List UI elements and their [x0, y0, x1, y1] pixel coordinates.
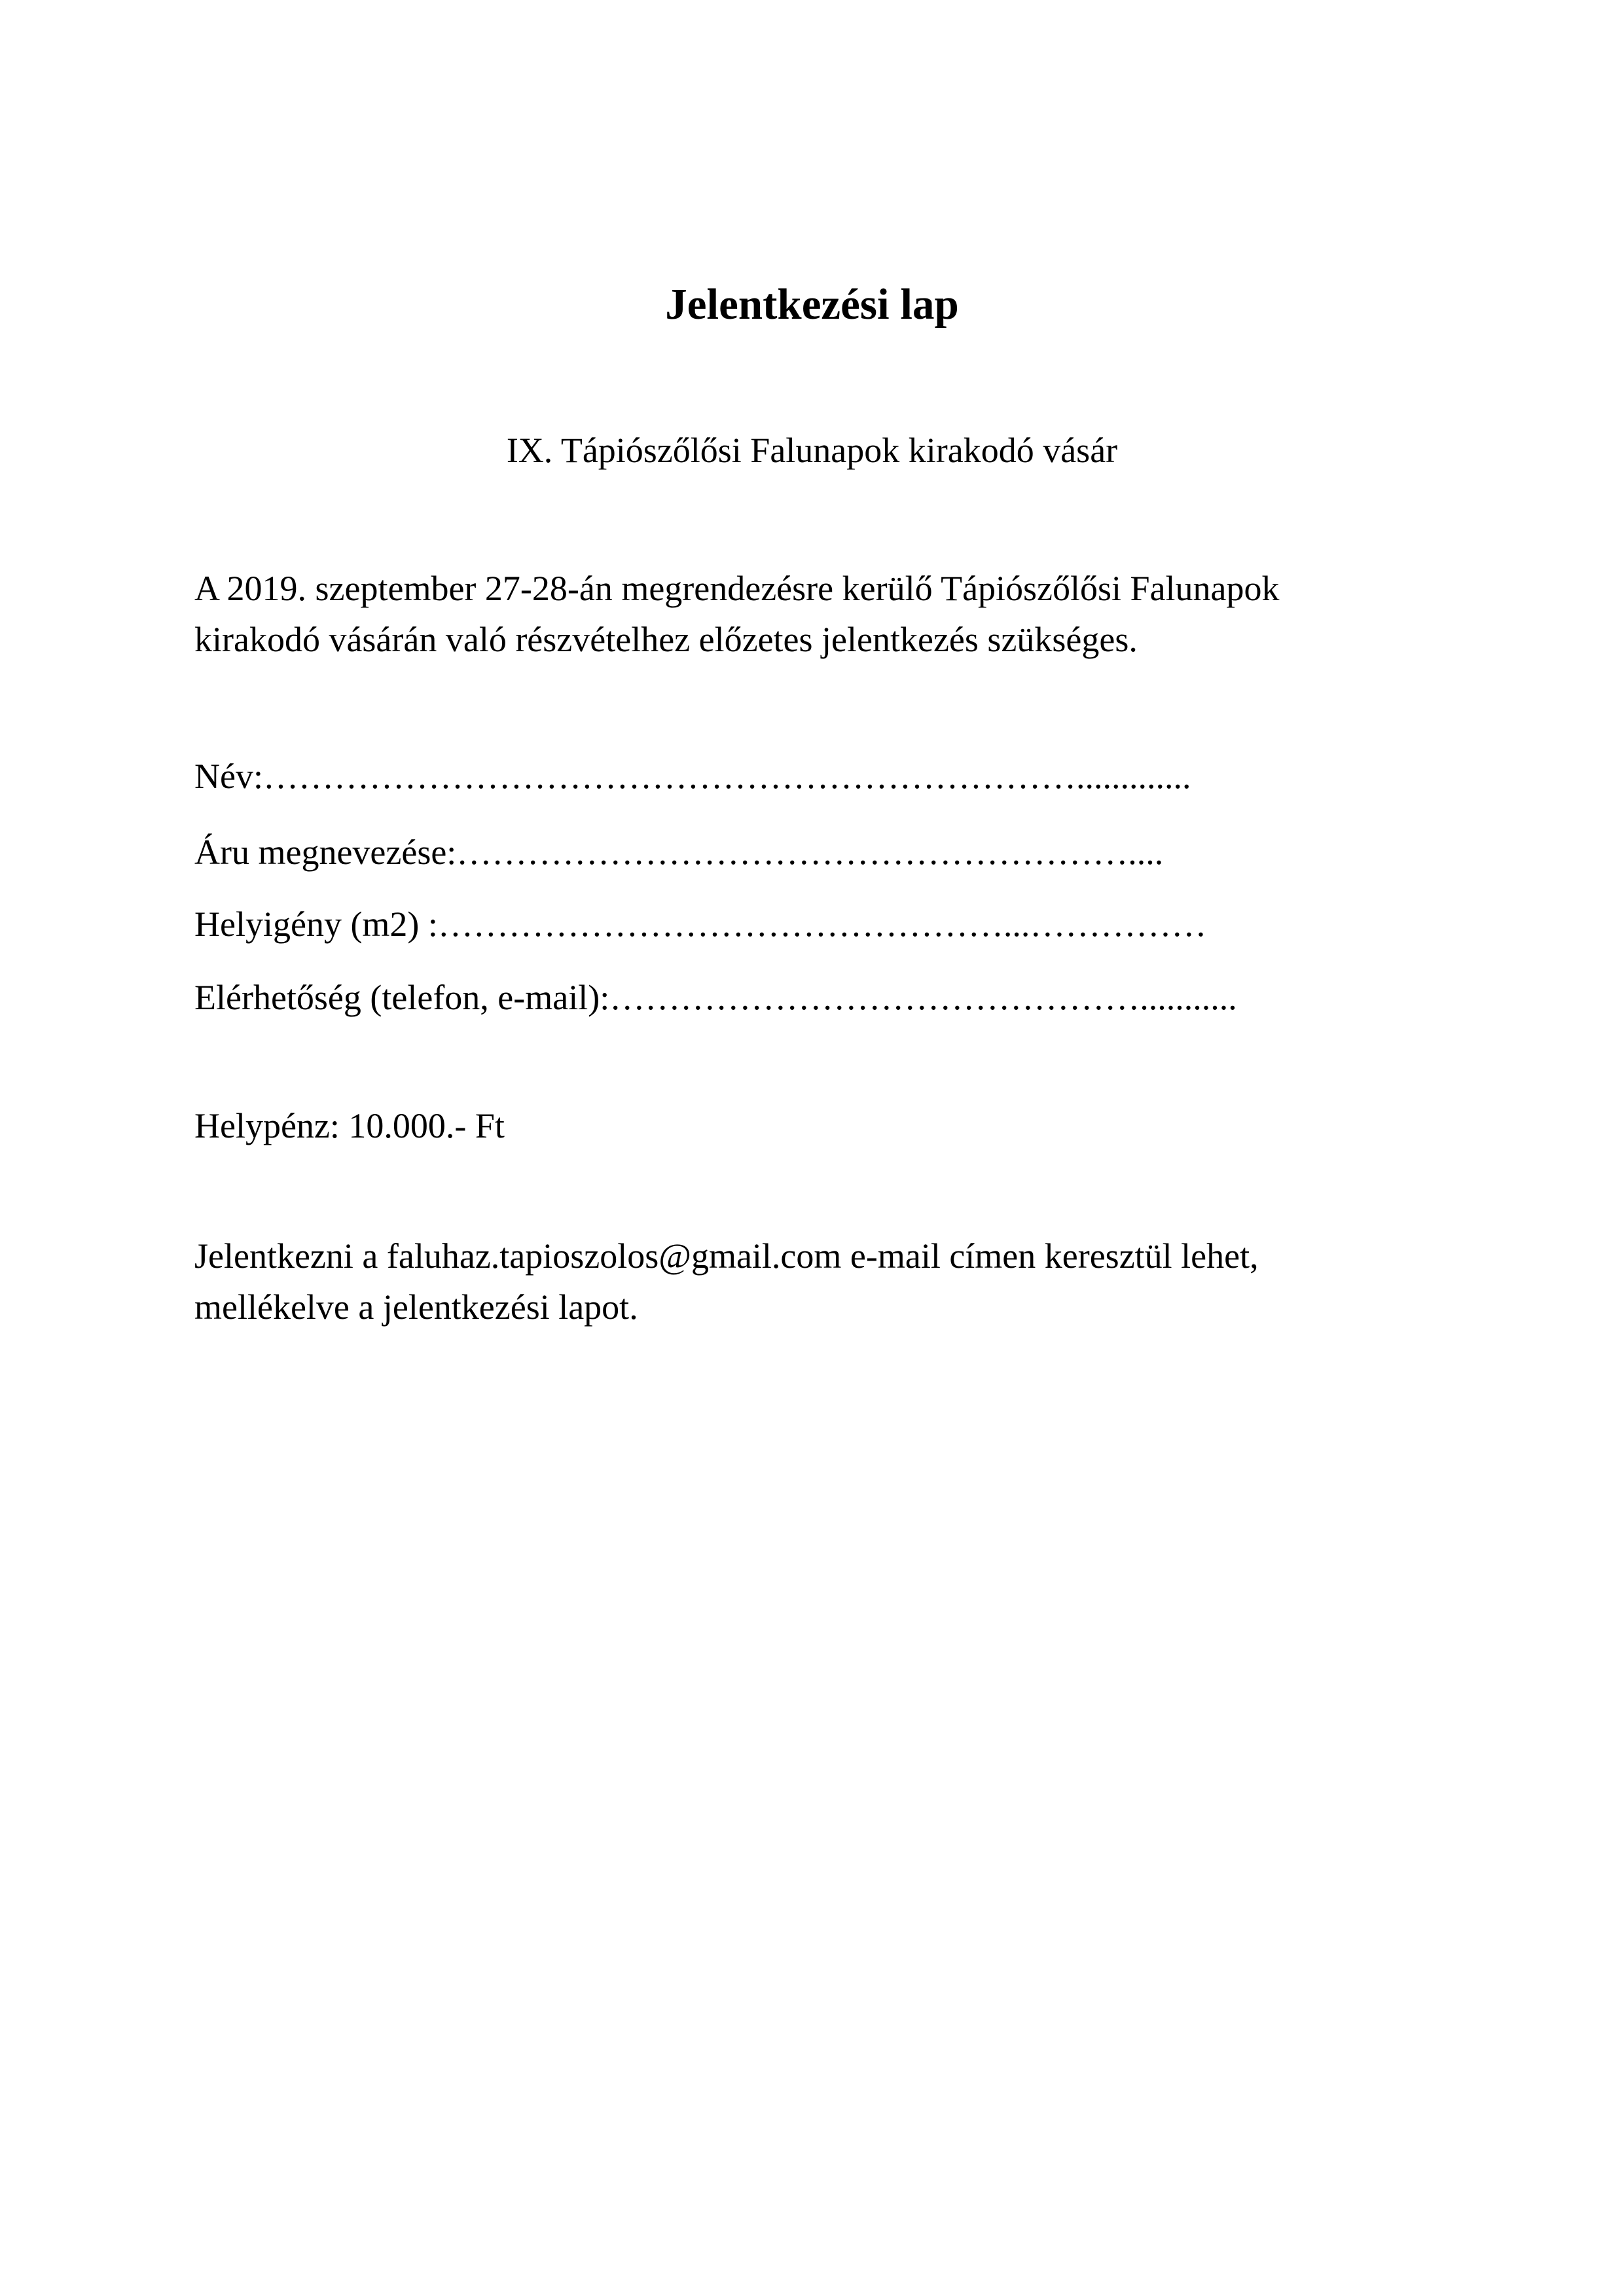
intro-line: A 2019. szeptember 27-28-án megrendezésre kerülő Tápiószőlősi Falunapok [194, 569, 1280, 608]
product-field: Áru megnevezése:………………………………………………….... [194, 833, 1164, 872]
document-title: Jelentkezési lap [665, 280, 959, 329]
intro-paragraph [194, 563, 1438, 665]
name-field: Név:……………………………………………………………............. [194, 757, 1191, 796]
document-subtitle: IX. Tápiószőlősi Falunapok kirakodó vásár [506, 431, 1118, 470]
contact-line: mellékelve a jelentkezési lapot. [194, 1287, 638, 1327]
space-requirement-field: Helyigény (m2) :…………………………………………...…………… [194, 905, 1207, 944]
intro-line: kirakodó vásárán való részvételhez előzetes jelentkezés szükséges. [194, 620, 1138, 659]
contact-line: Jelentkezni a faluhaz.tapioszolos@gmail.com e-mail címen keresztül lehet, [194, 1236, 1259, 1276]
contact-paragraph [194, 1230, 1438, 1333]
contact-field: Elérhetőség (telefon, e-mail):………………………………………........... [194, 978, 1237, 1017]
fee-text: Helypénz: 10.000.- Ft [194, 1106, 505, 1145]
